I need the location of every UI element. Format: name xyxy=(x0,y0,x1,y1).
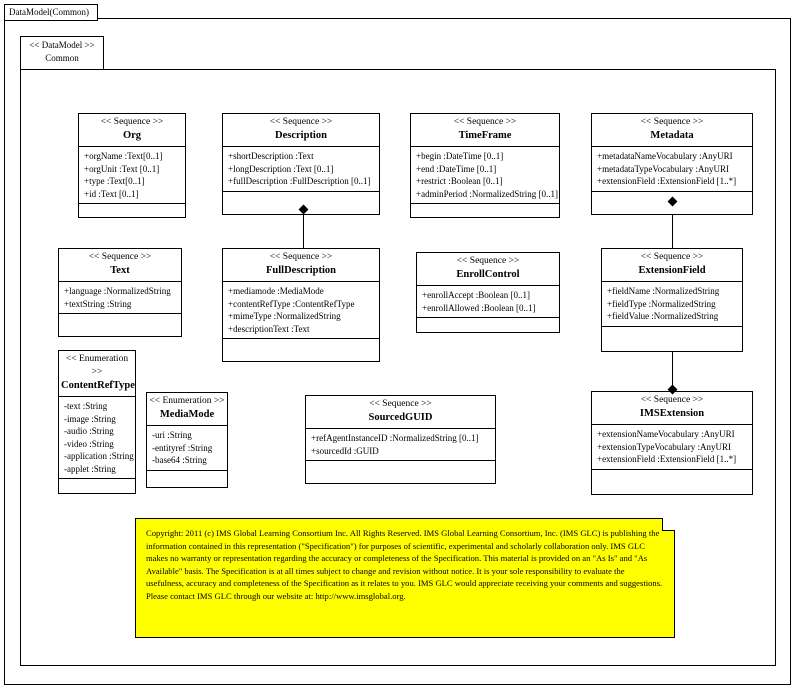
attribute: -audio :String xyxy=(64,426,114,436)
class-operations-contentreftype xyxy=(59,479,135,493)
attribute: +shortDescription :Text xyxy=(228,151,314,161)
attribute: +mimeType :NormalizedString xyxy=(228,311,341,321)
package-name: Common xyxy=(45,53,79,63)
class-operations-text xyxy=(59,314,181,336)
class-operations-sourcedguid xyxy=(306,461,495,483)
class-header-contentreftype xyxy=(59,351,135,397)
attribute: +contentRefType :ContentRefType xyxy=(228,298,355,309)
class-name-enrollcontrol: EnrollControl xyxy=(456,269,520,280)
class-text[interactable] xyxy=(58,248,182,337)
attribute: +metadataTypeVocabulary :AnyURI xyxy=(597,163,729,174)
class-header-metadata xyxy=(592,114,752,147)
class-enrollcontrol[interactable] xyxy=(416,252,560,333)
class-attributes-mediamode xyxy=(147,426,227,471)
connector-description-fulldescription xyxy=(303,212,304,248)
class-fulldescription[interactable] xyxy=(222,248,380,362)
attribute: +adminPeriod :NormalizedString [0..1] xyxy=(416,188,559,199)
class-imsextension[interactable] xyxy=(591,391,753,495)
class-attributes-timeframe xyxy=(411,147,559,204)
class-header-org xyxy=(79,114,185,147)
class-attributes-sourcedguid xyxy=(306,429,495,461)
attribute: +mediamode :MediaMode xyxy=(228,286,324,296)
attribute: +metadataNameVocabulary :AnyURI xyxy=(597,151,733,161)
package-stereotype: << DataModel >> xyxy=(29,40,95,50)
class-attributes-description xyxy=(223,147,379,192)
attribute: +extensionField :ExtensionField [1..*] xyxy=(597,454,737,464)
attribute: +textString :String xyxy=(64,298,132,309)
attribute: -uri :String xyxy=(152,430,192,440)
attribute: +enrollAllowed :Boolean [0..1] xyxy=(422,302,536,313)
attribute: +longDescription :Text [0..1] xyxy=(228,163,334,174)
class-header-imsextension xyxy=(592,392,752,425)
class-stereotype-metadata: << Sequence >> xyxy=(640,117,704,127)
attribute: +extensionField :ExtensionField [1..*] xyxy=(597,176,737,186)
class-name-extensionfield: ExtensionField xyxy=(638,265,706,276)
class-operations-extensionfield xyxy=(602,327,742,351)
package-tab xyxy=(20,36,104,70)
class-name-timeframe: TimeFrame xyxy=(458,130,512,141)
attribute: +end :DateTime [0..1] xyxy=(416,163,497,174)
attribute: +fieldType :NormalizedString xyxy=(607,298,716,309)
attribute: +descriptionText :Text xyxy=(228,323,310,334)
class-stereotype-sourcedguid: << Sequence >> xyxy=(369,399,432,409)
class-operations-timeframe xyxy=(411,204,559,217)
class-name-text: Text xyxy=(110,265,130,276)
class-stereotype-extensionfield: << Sequence >> xyxy=(640,252,704,262)
class-timeframe[interactable] xyxy=(410,113,560,218)
attribute: -image :String xyxy=(64,413,116,424)
attribute: +sourcedId :GUID xyxy=(311,445,379,456)
class-contentreftype[interactable] xyxy=(58,350,136,494)
attribute: +language :NormalizedString xyxy=(64,286,171,296)
class-header-timeframe xyxy=(411,114,559,147)
class-attributes-metadata xyxy=(592,147,752,192)
attribute: +id :Text [0..1] xyxy=(84,188,139,199)
class-attributes-extensionfield xyxy=(602,282,742,327)
class-stereotype-imsextension: << Sequence >> xyxy=(640,395,704,405)
attribute: -video :String xyxy=(64,438,114,449)
class-header-mediamode xyxy=(147,393,227,426)
class-attributes-fulldescription xyxy=(223,282,379,339)
class-attributes-org xyxy=(79,147,185,204)
class-header-text xyxy=(59,249,181,282)
class-name-fulldescription: FullDescription xyxy=(266,265,336,276)
attribute: +orgUnit :Text [0..1] xyxy=(84,163,160,174)
attribute: +fieldValue :NormalizedString xyxy=(607,311,719,321)
class-stereotype-org: << Sequence >> xyxy=(100,117,164,127)
class-attributes-enrollcontrol xyxy=(417,286,559,318)
class-name-org: Org xyxy=(122,130,142,141)
class-operations-enrollcontrol xyxy=(417,318,559,332)
class-stereotype-contentreftype: << Enumeration >> xyxy=(65,354,129,377)
class-header-description xyxy=(223,114,379,147)
class-header-extensionfield xyxy=(602,249,742,282)
class-org[interactable] xyxy=(78,113,186,218)
diagram-frame-label: DataModel(Common) xyxy=(4,4,98,21)
attribute: +fieldName :NormalizedString xyxy=(607,286,720,296)
class-operations-imsextension xyxy=(592,470,752,494)
class-stereotype-mediamode: << Enumeration >> xyxy=(149,396,225,406)
attribute: -application :String xyxy=(64,451,134,461)
class-stereotype-fulldescription: << Sequence >> xyxy=(269,252,333,262)
class-name-imsextension: IMSExtension xyxy=(639,408,705,419)
class-name-mediamode: MediaMode xyxy=(159,409,215,420)
attribute: +extensionNameVocabulary :AnyURI xyxy=(597,429,735,439)
class-stereotype-text: << Sequence >> xyxy=(88,252,152,262)
note-fold-corner xyxy=(662,518,675,531)
attribute: +orgName :Text[0..1] xyxy=(84,151,163,161)
attribute: +restrict :Boolean [0..1] xyxy=(416,176,503,186)
class-sourcedguid[interactable] xyxy=(305,395,496,484)
attribute: +type :Text[0..1] xyxy=(84,176,145,186)
class-stereotype-description: << Sequence >> xyxy=(269,117,333,127)
attribute: +enrollAccept :Boolean [0..1] xyxy=(422,290,531,300)
attribute: +extensionTypeVocabulary :AnyURI xyxy=(597,441,732,452)
class-header-sourcedguid xyxy=(306,396,495,429)
class-attributes-imsextension xyxy=(592,425,752,470)
attribute: -text :String xyxy=(64,401,108,411)
class-name-contentreftype: ContentRefType xyxy=(61,380,135,391)
attribute: +fullDescription :FullDescription [0..1] xyxy=(228,176,371,186)
class-name-sourcedguid: SourcedGUID xyxy=(368,412,433,423)
attribute: +refAgentInstanceID :NormalizedString [0..1] xyxy=(311,433,479,443)
class-operations-fulldescription xyxy=(223,339,379,361)
class-header-fulldescription xyxy=(223,249,379,282)
attribute: -applet :String xyxy=(64,463,116,474)
copyright-note xyxy=(135,518,675,638)
class-operations-mediamode xyxy=(147,471,227,487)
class-extensionfield[interactable] xyxy=(601,248,743,352)
class-name-metadata: Metadata xyxy=(650,130,694,141)
attribute: -base64 :String xyxy=(152,455,207,465)
class-stereotype-enrollcontrol: << Sequence >> xyxy=(456,256,520,266)
class-name-description: Description xyxy=(275,130,327,141)
attribute: -entityref :String xyxy=(152,442,213,453)
class-attributes-contentreftype xyxy=(59,397,135,479)
class-header-enrollcontrol xyxy=(417,253,559,286)
attribute: +begin :DateTime [0..1] xyxy=(416,151,504,161)
class-description[interactable] xyxy=(222,113,380,215)
copyright-note-text: Copyright: 2011 (c) IMS Global Learning Consortium Inc. All Rights Reserved. IMS Global Learning Consortium, Inc. (IMS GLC) is publishing the information contained in this representation ("Specification") for purposes of scientific, experimental and scholarly collaboration only. IMS GLC makes no warranty or representation regarding the accuracy or completeness of the Specification. This material is provided on an "As Is" and "As Available" basis. The Specification is at all times subject to change and revision without notice. It is your sole responsibility to evaluate the usefulness, accuracy and completeness of the Specification as it relates to you. IMS GLC would appreciate receiving your comments and suggestions. Please contact IMS GLC through our website at: http://www.imsglobal.org. xyxy=(146,528,663,601)
class-mediamode[interactable] xyxy=(146,392,228,488)
class-stereotype-timeframe: << Sequence >> xyxy=(453,117,517,127)
class-attributes-text xyxy=(59,282,181,314)
class-operations-org xyxy=(79,204,185,217)
